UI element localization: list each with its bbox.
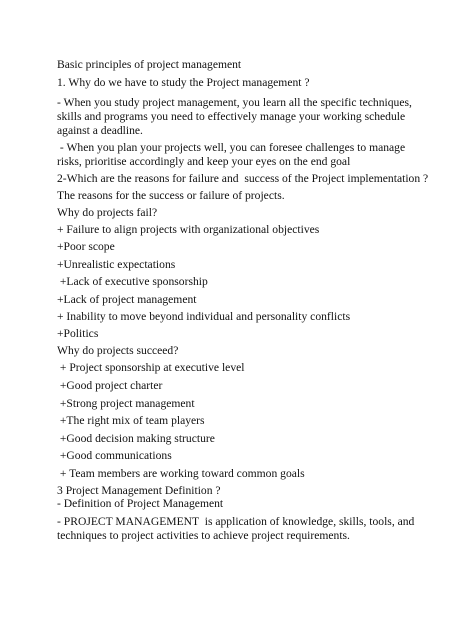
question-1-paragraph-1-line: skills and programs you need to effectively manage your working schedule	[57, 110, 406, 123]
question-1-paragraph-2-line: risks, prioritise accordingly and keep your eyes on the end goal	[57, 155, 351, 168]
fail-list-item: +Poor scope	[57, 240, 115, 253]
fail-heading: Why do projects fail?	[57, 206, 158, 219]
question-3-heading: 3 Project Management Definition ?	[57, 484, 221, 497]
definition-line: - PROJECT MANAGEMENT is application of knowledge, skills, tools, and	[57, 515, 415, 528]
fail-list-item: +Politics	[57, 327, 99, 340]
succeed-list-item: +The right mix of team players	[57, 414, 205, 427]
fail-list-item: +Lack of executive sponsorship	[57, 275, 208, 288]
succeed-heading: Why do projects succeed?	[57, 344, 179, 357]
succeed-list-item: +Good decision making structure	[57, 432, 215, 445]
fail-list-item: +Lack of project management	[57, 293, 197, 306]
fail-list-item: +Unrealistic expectations	[57, 258, 176, 271]
question-1-heading: 1. Why do we have to study the Project management ?	[57, 76, 310, 89]
succeed-list-item: +Good project charter	[57, 379, 163, 392]
question-1-paragraph-1-line: - When you study project management, you learn all the specific techniques,	[57, 96, 412, 109]
succeed-list-item: +Good communications	[57, 449, 172, 462]
succeed-list-item: +Strong project management	[57, 397, 195, 410]
succeed-list-item: + Team members are working toward common goals	[57, 467, 305, 480]
fail-list-item: + Failure to align projects with organizational objectives	[57, 223, 320, 236]
question-1-paragraph-1-line: against a deadline.	[57, 124, 143, 137]
definition-line: techniques to project activities to achieve project requirements.	[57, 529, 350, 542]
succeed-list-item: + Project sponsorship at executive level	[57, 361, 245, 374]
question-2-heading: 2-Which are the reasons for failure and success of the Project implementation ?	[57, 172, 429, 185]
question-1-paragraph-2-line: - When you plan your projects well, you can foresee challenges to manage	[57, 141, 406, 154]
question-3-subheading: - Definition of Project Management	[57, 497, 224, 510]
fail-list-item: + Inability to move beyond individual and personality conflicts	[57, 310, 351, 323]
question-2-intro: The reasons for the success or failure of projects.	[57, 189, 285, 202]
document-title: Basic principles of project management	[57, 58, 242, 71]
